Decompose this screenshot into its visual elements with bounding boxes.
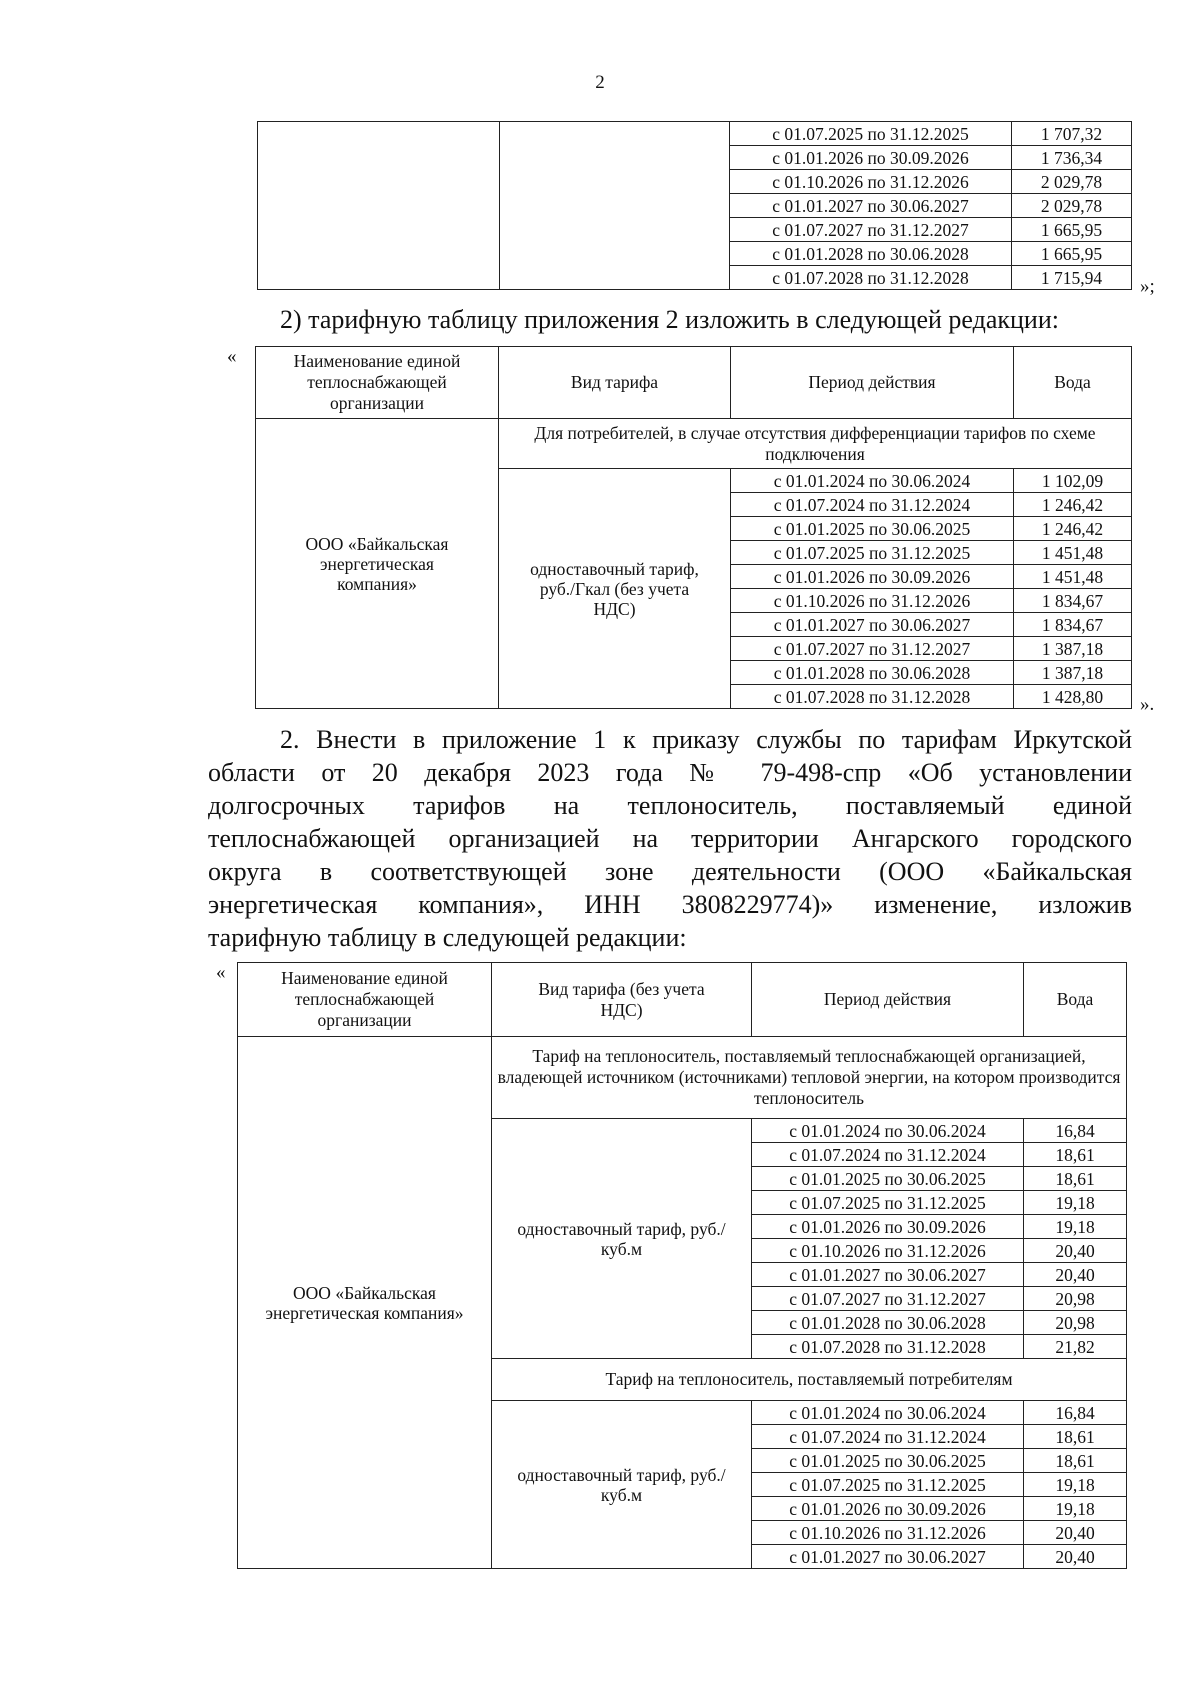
- period-cell: с 01.07.2024 по 31.12.2024: [731, 493, 1014, 517]
- period-cell: с 01.01.2024 по 30.06.2024: [752, 1401, 1024, 1425]
- tariff-type-cell: одноставочный тариф, руб./куб.м: [492, 1119, 752, 1359]
- period-cell: с 01.10.2026 по 31.12.2026: [752, 1521, 1024, 1545]
- table1-type-cell: [500, 122, 730, 290]
- period-cell: с 01.01.2025 по 30.06.2025: [731, 517, 1014, 541]
- org-name-cell: ООО «Байкальская энергетическая компания»: [256, 419, 499, 709]
- header-water: Вода: [1014, 347, 1132, 419]
- period-cell: с 01.10.2026 по 31.12.2026: [731, 589, 1014, 613]
- value-cell: 18,61: [1024, 1449, 1127, 1473]
- period-cell: с 01.07.2028 по 31.12.2028: [730, 266, 1012, 290]
- value-cell: 1 387,18: [1014, 661, 1132, 685]
- value-cell: 16,84: [1024, 1119, 1127, 1143]
- header-period: Период действия: [731, 347, 1014, 419]
- value-cell: 1 834,67: [1014, 589, 1132, 613]
- period-cell: с 01.01.2026 по 30.09.2026: [752, 1497, 1024, 1521]
- value-cell: 20,98: [1024, 1311, 1127, 1335]
- value-cell: 2 029,78: [1012, 194, 1132, 218]
- value-cell: 1 102,09: [1014, 469, 1132, 493]
- value-cell: 21,82: [1024, 1335, 1127, 1359]
- period-cell: с 01.01.2025 по 30.06.2025: [752, 1449, 1024, 1473]
- period-cell: с 01.01.2027 по 30.06.2027: [752, 1263, 1024, 1287]
- value-cell: 18,61: [1024, 1425, 1127, 1449]
- value-cell: 20,40: [1024, 1239, 1127, 1263]
- period-cell: с 01.07.2028 по 31.12.2028: [731, 685, 1014, 709]
- period-cell: с 01.07.2028 по 31.12.2028: [752, 1335, 1024, 1359]
- value-cell: 20,40: [1024, 1263, 1127, 1287]
- closing-quote-mark: »;: [1140, 276, 1155, 297]
- section-header-consumers: Тариф на теплоноситель, поставляемый потребителям: [492, 1359, 1127, 1401]
- table1-body: [258, 122, 1132, 290]
- tariff-table-appendix-2: [255, 346, 1132, 709]
- period-cell: с 01.01.2026 по 30.09.2026: [730, 146, 1012, 170]
- period-cell: с 01.07.2025 по 31.12.2025: [752, 1473, 1024, 1497]
- tariff-type-cell: одноставочный тариф, руб./Гкал (без учета НДС): [499, 469, 731, 709]
- value-cell: 1 707,32: [1012, 122, 1132, 146]
- value-cell: 1 387,18: [1014, 637, 1132, 661]
- value-cell: 19,18: [1024, 1473, 1127, 1497]
- value-cell: 20,40: [1024, 1545, 1127, 1569]
- period-cell: с 01.01.2027 по 30.06.2027: [730, 194, 1012, 218]
- period-cell: с 01.01.2024 по 30.06.2024: [752, 1119, 1024, 1143]
- value-cell: 1 665,95: [1012, 218, 1132, 242]
- period-cell: с 01.07.2024 по 31.12.2024: [752, 1143, 1024, 1167]
- value-cell: 1 736,34: [1012, 146, 1132, 170]
- period-cell: с 01.07.2025 по 31.12.2025: [731, 541, 1014, 565]
- value-cell: 1 715,94: [1012, 266, 1132, 290]
- section-header-producer: Тариф на теплоноситель, поставляемый теплоснабжающей организацией, владеющей источником (источниками) тепловой энергии, на котором производится теплоноситель: [492, 1037, 1127, 1119]
- value-cell: 18,61: [1024, 1143, 1127, 1167]
- page-number: 2: [595, 72, 605, 93]
- value-cell: 19,18: [1024, 1215, 1127, 1239]
- header-tariff-type: Вид тарифа: [499, 347, 731, 419]
- value-cell: 20,40: [1024, 1521, 1127, 1545]
- table3-body: [238, 1037, 1127, 1569]
- header-period: Период действия: [752, 963, 1024, 1037]
- period-cell: с 01.01.2027 по 30.06.2027: [752, 1545, 1024, 1569]
- period-cell: с 01.07.2024 по 31.12.2024: [752, 1425, 1024, 1449]
- table1-org-cell: [258, 122, 500, 290]
- closing-quote-mark: ».: [1140, 694, 1155, 715]
- period-cell: с 01.01.2025 по 30.06.2025: [752, 1167, 1024, 1191]
- period-cell: с 01.01.2024 по 30.06.2024: [731, 469, 1014, 493]
- value-cell: 2 029,78: [1012, 170, 1132, 194]
- value-cell: 18,61: [1024, 1167, 1127, 1191]
- period-cell: с 01.01.2026 по 30.09.2026: [752, 1215, 1024, 1239]
- period-cell: с 01.01.2028 по 30.06.2028: [752, 1311, 1024, 1335]
- coolant-tariff-table: [237, 962, 1127, 1569]
- value-cell: 1 451,48: [1014, 565, 1132, 589]
- period-cell: с 01.07.2025 по 31.12.2025: [730, 122, 1012, 146]
- period-cell: с 01.07.2027 по 31.12.2027: [752, 1287, 1024, 1311]
- header-tariff-type: Вид тарифа (без учета НДС): [492, 963, 752, 1037]
- tariff-type-cell: одноставочный тариф, руб./куб.м: [492, 1401, 752, 1569]
- value-cell: 1 834,67: [1014, 613, 1132, 637]
- value-cell: 19,18: [1024, 1497, 1127, 1521]
- value-cell: 1 246,42: [1014, 493, 1132, 517]
- period-cell: с 01.10.2026 по 31.12.2026: [752, 1239, 1024, 1263]
- table3-header: [238, 963, 1127, 1037]
- value-cell: 19,18: [1024, 1191, 1127, 1215]
- header-org: Наименование единой теплоснабжающей организации: [238, 963, 492, 1037]
- period-cell: с 01.01.2026 по 30.09.2026: [731, 565, 1014, 589]
- value-cell: 16,84: [1024, 1401, 1127, 1425]
- value-cell: 1 451,48: [1014, 541, 1132, 565]
- header-org: Наименование единой теплоснабжающей организации: [256, 347, 499, 419]
- table2-header: [256, 347, 1132, 419]
- period-cell: с 01.01.2028 по 30.06.2028: [730, 242, 1012, 266]
- opening-quote-mark: «: [216, 962, 226, 983]
- paragraph-clause-2: 2. Внести в приложение 1 к приказу службы по тарифам Иркутской области от 20 декабря 2023 года № 79-498-спр «Об установлении долгосрочных тарифов на теплоноситель, поставляемый единой теплоснабжающей организацией на территории Ангарского городского округа в соответствующей зоне деятельности (ООО «Байкальская энергетическая компания», ИНН 3808229774)» изменение, изложив тарифную таблицу в следующей редакции:: [208, 725, 1132, 952]
- period-cell: с 01.01.2028 по 30.06.2028: [731, 661, 1014, 685]
- period-cell: с 01.07.2027 по 31.12.2027: [731, 637, 1014, 661]
- section-header: Для потребителей, в случае отсутствия дифференциации тарифов по схеме подключения: [499, 419, 1132, 469]
- period-cell: с 01.10.2026 по 31.12.2026: [730, 170, 1012, 194]
- period-cell: с 01.07.2025 по 31.12.2025: [752, 1191, 1024, 1215]
- tariff-table-continuation: [257, 121, 1132, 290]
- org-name-cell: ООО «Байкальская энергетическая компания»: [238, 1037, 492, 1569]
- period-cell: с 01.07.2027 по 31.12.2027: [730, 218, 1012, 242]
- period-cell: с 01.01.2027 по 30.06.2027: [731, 613, 1014, 637]
- paragraph-item-2: 2) тарифную таблицу приложения 2 изложить в следующей редакции:: [280, 305, 1059, 334]
- value-cell: 1 246,42: [1014, 517, 1132, 541]
- value-cell: 20,98: [1024, 1287, 1127, 1311]
- header-water: Вода: [1024, 963, 1127, 1037]
- value-cell: 1 665,95: [1012, 242, 1132, 266]
- table2-body: [256, 419, 1132, 709]
- opening-quote-mark: «: [227, 346, 237, 367]
- value-cell: 1 428,80: [1014, 685, 1132, 709]
